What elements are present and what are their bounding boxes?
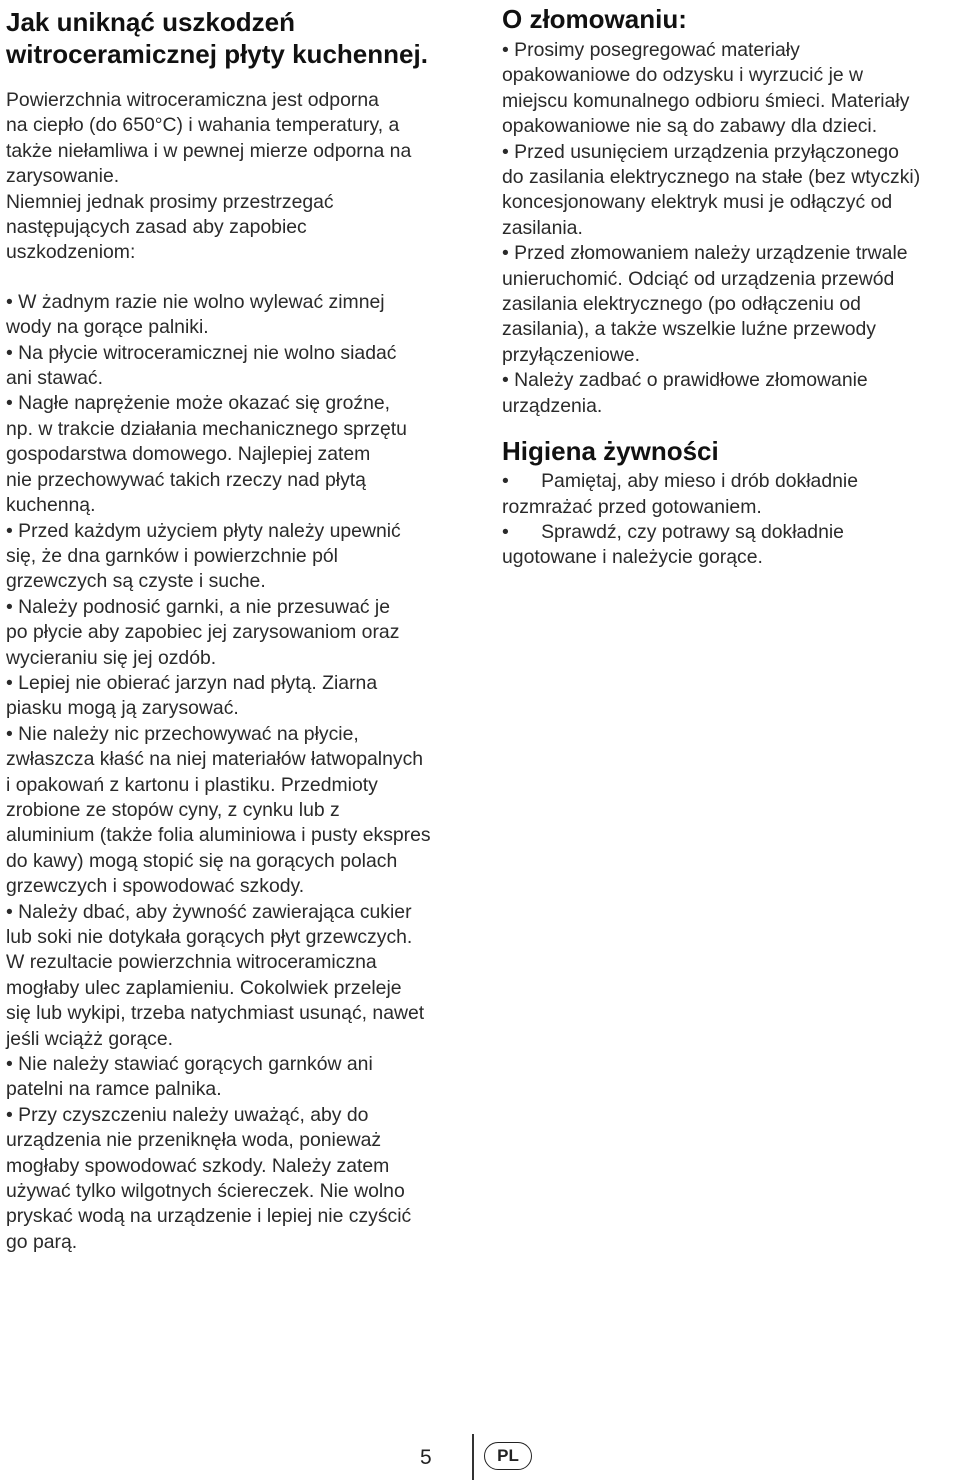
- list-line: mogłaby ulec zaplamieniu. Cokolwiek przeleje: [6, 976, 402, 999]
- disposal-list: [502, 38, 958, 419]
- list-line: wody na gorące palniki.: [6, 316, 209, 339]
- list-line: po płycie aby zapobiec jej zarysowaniom oraz: [6, 621, 400, 644]
- list-line: nie przechowywać takich rzeczy nad płytą: [6, 468, 366, 491]
- list-line: unieruchomić. Odciąć od urządzenia przewód: [502, 267, 895, 290]
- list-line: • Przy czyszczeniu należy uważąć, aby do: [6, 1103, 369, 1126]
- list-line: • Nagłe naprężenie może okazać się groźne,: [6, 392, 391, 415]
- text-line: na ciepło (do 650°C) i wahania temperatury, a: [6, 114, 400, 137]
- text-line: uszkodzeniom:: [6, 241, 136, 264]
- language-badge: PL: [484, 1442, 532, 1470]
- page-title: [6, 6, 478, 70]
- list-line: opakowaniowe nie są do zabawy dla dzieci.: [502, 115, 878, 138]
- list-line: patelni na ramce palnika.: [6, 1078, 222, 1101]
- list-line: • Należy dbać, aby żywność zawierająca cukier: [6, 900, 412, 923]
- hygiene-list: [502, 469, 958, 571]
- list-line: miejscu komunalnego odbioru śmieci. Materiały: [502, 89, 910, 112]
- hygiene-heading: Higiena żywności: [502, 436, 719, 467]
- list-line: lub soki nie dotykała gorących płyt grzewczych.: [6, 926, 413, 948]
- list-line: ugotowane i należycie gorące.: [502, 546, 763, 569]
- list-line: aluminium (także folia aluminiowa i pusty ekspres: [6, 824, 431, 847]
- list-line: kuchenną.: [6, 494, 96, 517]
- list-line: opakowaniowe do odzysku i wyrzucić je w: [502, 64, 864, 87]
- list-line: • Przed usunięciem urządzenia przyłączonego: [502, 140, 899, 163]
- intro-paragraph: [6, 88, 478, 266]
- list-line: się lub wykipi, trzeba natychmiast usunąć, nawet: [6, 1002, 425, 1025]
- list-line: grzewczych i spowodować szkody.: [6, 875, 305, 898]
- title-line: witroceramicznej płyty kuchennej.: [6, 39, 428, 69]
- list-line: pryskać wodą na urządzenie i lepiej nie czyścić: [6, 1205, 412, 1228]
- list-line: zasilania.: [502, 216, 583, 239]
- list-line: • Prosimy posegregować materiały: [502, 39, 800, 61]
- text-line: Powierzchnia witroceramiczna jest odporna: [6, 89, 379, 111]
- damage-prevention-list: [6, 290, 478, 1255]
- list-line: • Lepiej nie obierać jarzyn nad płytą. Ziarna: [6, 671, 378, 694]
- list-line: • Przed każdym użyciem płyty należy upewnić: [6, 519, 401, 542]
- list-line: ani stawać.: [6, 367, 104, 390]
- text-line: także niełamliwa i w pewnej mierze odporna na: [6, 139, 412, 162]
- page-number: 5: [420, 1446, 432, 1469]
- list-line: go parą.: [6, 1230, 78, 1253]
- list-line: przyłączeniowe.: [502, 343, 640, 366]
- list-line: gospodarstwa domowego. Najlepiej zatem: [6, 443, 371, 466]
- list-line: zrobione ze stopów cyny, z cynku lub z: [6, 798, 340, 821]
- list-line: jeśli wciążż gorące.: [6, 1027, 174, 1050]
- list-line: • Sprawdź, czy potrawy są dokładnie: [502, 520, 844, 543]
- list-line: i opakowań z kartonu i plastiku. Przedmioty: [6, 773, 378, 796]
- list-line: np. w trakcie działania mechanicznego sprzętu: [6, 417, 407, 440]
- text-line: Niemniej jednak prosimy przestrzegać: [6, 190, 334, 213]
- list-line: • Pamiętaj, aby mieso i drób dokładnie: [502, 470, 859, 493]
- disposal-heading: O złomowaniu:: [502, 4, 687, 34]
- list-line: • Należy zadbać o prawidłowe złomowanie: [502, 369, 868, 392]
- list-line: do kawy) mogą stopić się na gorących polach: [6, 849, 398, 872]
- right-column: [502, 0, 958, 571]
- list-line: • Nie należy nic przechowywać na płycie,: [6, 722, 359, 745]
- list-line: mogłaby spowodować szkody. Należy zatem: [6, 1154, 390, 1177]
- list-line: • Przed złomowaniem należy urządzenie trwale: [502, 242, 908, 265]
- list-line: • W żadnym razie nie wolno wylewać zimnej: [6, 290, 385, 313]
- list-line: • Na płycie witroceramicznej nie wolno siadać: [6, 341, 397, 364]
- footer-divider: [472, 1434, 474, 1480]
- list-line: • Należy podnosić garnki, a nie przesuwać je: [6, 595, 391, 618]
- list-line: zasilania), a także wszelkie luźne przewody: [502, 318, 876, 341]
- list-line: wycieraniu się jej ozdób.: [6, 646, 217, 669]
- list-line: zwłaszcza kłaść na niej materiałów łatwopalnych: [6, 748, 424, 771]
- list-line: W rezultacie powierzchnia witroceramiczna: [6, 951, 377, 974]
- text-line: następujących zasad aby zapobiec: [6, 216, 307, 239]
- list-line: • Nie należy stawiać gorących garnków ani: [6, 1053, 373, 1076]
- list-line: używać tylko wilgotnych ściereczek. Nie wolno: [6, 1180, 405, 1203]
- list-line: do zasilania elektrycznego na stałe (bez wtyczki): [502, 166, 921, 189]
- text-line: zarysowanie.: [6, 165, 120, 188]
- list-line: zasilania elektrycznego (po odłączeniu od: [502, 293, 861, 316]
- list-line: koncesjonowany elektryk musi je odłączyć od: [502, 191, 893, 214]
- list-line: urządzenia nie przeniknęła woda, ponieważ: [6, 1129, 382, 1152]
- left-column: [6, 0, 478, 1255]
- list-line: piasku mogą ją zarysować.: [6, 697, 239, 720]
- list-line: grzewczych są czyste i suche.: [6, 570, 266, 593]
- list-line: urządzenia.: [502, 394, 603, 417]
- list-line: rozmrażać przed gotowaniem.: [502, 495, 762, 518]
- list-line: się, że dna garnków i powierzchnie pól: [6, 544, 338, 567]
- title-line: Jak uniknąć uszkodzeń: [6, 7, 295, 37]
